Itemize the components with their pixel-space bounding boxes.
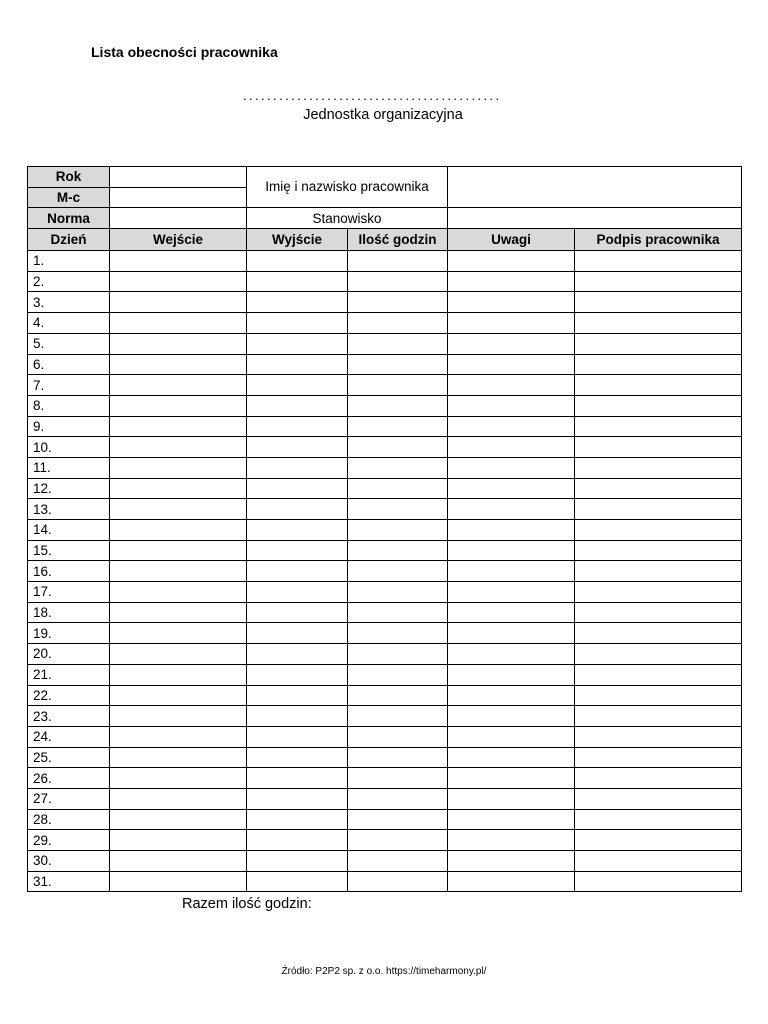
hours-cell[interactable]: [348, 664, 448, 685]
notes-cell[interactable]: [448, 437, 575, 458]
signature-cell[interactable]: [575, 251, 742, 272]
entry-cell[interactable]: [110, 561, 247, 582]
entry-cell[interactable]: [110, 664, 247, 685]
entry-cell[interactable]: [110, 582, 247, 603]
signature-cell[interactable]: [575, 354, 742, 375]
day-number: 27.: [28, 788, 110, 809]
table-row: [28, 561, 742, 582]
entry-cell[interactable]: [110, 602, 247, 623]
hours-cell[interactable]: [348, 788, 448, 809]
table-row: [28, 602, 742, 623]
column-header-row: [28, 229, 742, 251]
day-number: 13.: [28, 499, 110, 520]
month-label: M-c: [28, 187, 110, 208]
col-header-hours: Ilość godzin: [348, 229, 448, 251]
exit-cell[interactable]: [247, 375, 348, 396]
entry-cell[interactable]: [110, 540, 247, 561]
notes-cell[interactable]: [448, 747, 575, 768]
table-row: [28, 437, 742, 458]
day-number: 10.: [28, 437, 110, 458]
hours-cell[interactable]: [348, 375, 448, 396]
entry-cell[interactable]: [110, 354, 247, 375]
exit-cell[interactable]: [247, 520, 348, 541]
exit-cell[interactable]: [247, 582, 348, 603]
total-hours-label: Razem ilość godzin:: [182, 896, 312, 912]
signature-cell[interactable]: [575, 644, 742, 665]
signature-cell[interactable]: [575, 478, 742, 499]
exit-cell[interactable]: [247, 871, 348, 892]
notes-cell[interactable]: [448, 251, 575, 272]
signature-cell[interactable]: [575, 416, 742, 437]
entry-cell[interactable]: [110, 726, 247, 747]
table-row: [28, 333, 742, 354]
hours-cell[interactable]: [348, 313, 448, 334]
entry-cell[interactable]: [110, 623, 247, 644]
exit-cell[interactable]: [247, 747, 348, 768]
hours-cell[interactable]: [348, 333, 448, 354]
notes-cell[interactable]: [448, 664, 575, 685]
table-row: [28, 292, 742, 313]
table-row: [28, 726, 742, 747]
notes-cell[interactable]: [448, 292, 575, 313]
day-number: 25.: [28, 747, 110, 768]
exit-cell[interactable]: [247, 623, 348, 644]
entry-cell[interactable]: [110, 437, 247, 458]
entry-cell[interactable]: [110, 788, 247, 809]
hours-cell[interactable]: [348, 685, 448, 706]
notes-cell[interactable]: [448, 499, 575, 520]
notes-cell[interactable]: [448, 788, 575, 809]
table-row: [28, 706, 742, 727]
table-row: [28, 457, 742, 478]
table-row: [28, 871, 742, 892]
signature-cell[interactable]: [575, 602, 742, 623]
year-row: [28, 167, 742, 188]
hours-cell[interactable]: [348, 561, 448, 582]
signature-cell[interactable]: [575, 788, 742, 809]
day-number: 3.: [28, 292, 110, 313]
day-number: 6.: [28, 354, 110, 375]
exit-cell[interactable]: [247, 540, 348, 561]
hours-cell[interactable]: [348, 768, 448, 789]
exit-cell[interactable]: [247, 706, 348, 727]
hours-cell[interactable]: [348, 582, 448, 603]
entry-cell[interactable]: [110, 809, 247, 830]
entry-cell[interactable]: [110, 851, 247, 872]
norm-label: Norma: [28, 208, 110, 229]
month-field[interactable]: [110, 187, 247, 208]
notes-cell[interactable]: [448, 623, 575, 644]
exit-cell[interactable]: [247, 354, 348, 375]
signature-cell[interactable]: [575, 395, 742, 416]
notes-cell[interactable]: [448, 540, 575, 561]
hours-cell[interactable]: [348, 354, 448, 375]
hours-cell[interactable]: [348, 747, 448, 768]
table-row: [28, 540, 742, 561]
day-number: 26.: [28, 768, 110, 789]
hours-cell[interactable]: [348, 851, 448, 872]
notes-cell[interactable]: [448, 582, 575, 603]
signature-cell[interactable]: [575, 809, 742, 830]
unit-label: Jednostka organizacyjna: [303, 107, 463, 123]
exit-cell[interactable]: [247, 271, 348, 292]
entry-cell[interactable]: [110, 520, 247, 541]
entry-cell[interactable]: [110, 747, 247, 768]
notes-cell[interactable]: [448, 478, 575, 499]
day-number: 16.: [28, 561, 110, 582]
signature-cell[interactable]: [575, 333, 742, 354]
entry-cell[interactable]: [110, 478, 247, 499]
exit-cell[interactable]: [247, 333, 348, 354]
exit-cell[interactable]: [247, 830, 348, 851]
employee-name-field[interactable]: [448, 167, 742, 208]
notes-cell[interactable]: [448, 395, 575, 416]
hours-cell[interactable]: [348, 540, 448, 561]
exit-cell[interactable]: [247, 664, 348, 685]
signature-cell[interactable]: [575, 271, 742, 292]
exit-cell[interactable]: [247, 437, 348, 458]
entry-cell[interactable]: [110, 871, 247, 892]
exit-cell[interactable]: [247, 685, 348, 706]
signature-cell[interactable]: [575, 768, 742, 789]
table-row: [28, 416, 742, 437]
entry-cell[interactable]: [110, 333, 247, 354]
hours-cell[interactable]: [348, 623, 448, 644]
hours-cell[interactable]: [348, 809, 448, 830]
entry-cell[interactable]: [110, 395, 247, 416]
signature-cell[interactable]: [575, 871, 742, 892]
entry-cell[interactable]: [110, 706, 247, 727]
notes-cell[interactable]: [448, 685, 575, 706]
notes-cell[interactable]: [448, 375, 575, 396]
source-note: Źródło: P2P2 sp. z o.o. https://timeharmony.pl/: [281, 966, 487, 977]
notes-cell[interactable]: [448, 726, 575, 747]
exit-cell[interactable]: [247, 561, 348, 582]
table-row: [28, 251, 742, 272]
signature-cell[interactable]: [575, 726, 742, 747]
table-row: [28, 582, 742, 603]
hours-cell[interactable]: [348, 395, 448, 416]
entry-cell[interactable]: [110, 830, 247, 851]
entry-cell[interactable]: [110, 499, 247, 520]
exit-cell[interactable]: [247, 788, 348, 809]
hours-cell[interactable]: [348, 602, 448, 623]
notes-cell[interactable]: [448, 271, 575, 292]
signature-cell[interactable]: [575, 520, 742, 541]
signature-cell[interactable]: [575, 706, 742, 727]
entry-cell[interactable]: [110, 292, 247, 313]
day-number: 29.: [28, 830, 110, 851]
hours-cell[interactable]: [348, 499, 448, 520]
table-row: [28, 830, 742, 851]
position-field[interactable]: [448, 208, 742, 229]
hours-cell[interactable]: [348, 416, 448, 437]
table-row: [28, 313, 742, 334]
notes-cell[interactable]: [448, 520, 575, 541]
table-row: [28, 851, 742, 872]
signature-cell[interactable]: [575, 292, 742, 313]
table-row: [28, 520, 742, 541]
signature-cell[interactable]: [575, 437, 742, 458]
signature-cell[interactable]: [575, 375, 742, 396]
notes-cell[interactable]: [448, 871, 575, 892]
exit-cell[interactable]: [247, 809, 348, 830]
signature-cell[interactable]: [575, 664, 742, 685]
col-header-entry: Wejście: [110, 229, 247, 251]
signature-cell[interactable]: [575, 499, 742, 520]
exit-cell[interactable]: [247, 292, 348, 313]
entry-cell[interactable]: [110, 375, 247, 396]
col-header-notes: Uwagi: [448, 229, 575, 251]
exit-cell[interactable]: [247, 478, 348, 499]
table-row: [28, 375, 742, 396]
day-number: 20.: [28, 644, 110, 665]
position-label: Stanowisko: [247, 208, 448, 229]
signature-cell[interactable]: [575, 540, 742, 561]
notes-cell[interactable]: [448, 416, 575, 437]
hours-cell[interactable]: [348, 271, 448, 292]
hours-cell[interactable]: [348, 706, 448, 727]
entry-cell[interactable]: [110, 313, 247, 334]
notes-cell[interactable]: [448, 851, 575, 872]
signature-cell[interactable]: [575, 623, 742, 644]
signature-cell[interactable]: [575, 685, 742, 706]
hours-cell[interactable]: [348, 520, 448, 541]
signature-cell[interactable]: [575, 851, 742, 872]
table-row: [28, 685, 742, 706]
notes-cell[interactable]: [448, 809, 575, 830]
hours-cell[interactable]: [348, 478, 448, 499]
day-number: 17.: [28, 582, 110, 603]
entry-cell[interactable]: [110, 271, 247, 292]
day-number: 30.: [28, 851, 110, 872]
entry-cell[interactable]: [110, 644, 247, 665]
signature-cell[interactable]: [575, 313, 742, 334]
table-row: [28, 788, 742, 809]
day-number: 4.: [28, 313, 110, 334]
norm-field[interactable]: [110, 208, 247, 229]
signature-cell[interactable]: [575, 457, 742, 478]
table-row: [28, 809, 742, 830]
entry-cell[interactable]: [110, 685, 247, 706]
signature-cell[interactable]: [575, 747, 742, 768]
notes-cell[interactable]: [448, 768, 575, 789]
hours-cell[interactable]: [348, 457, 448, 478]
signature-cell[interactable]: [575, 582, 742, 603]
entry-cell[interactable]: [110, 416, 247, 437]
table-row: [28, 768, 742, 789]
hours-cell[interactable]: [348, 871, 448, 892]
day-number: 1.: [28, 251, 110, 272]
day-number: 19.: [28, 623, 110, 644]
hours-cell[interactable]: [348, 726, 448, 747]
day-number: 14.: [28, 520, 110, 541]
exit-cell[interactable]: [247, 768, 348, 789]
exit-cell[interactable]: [247, 726, 348, 747]
table-row: [28, 478, 742, 499]
day-number: 21.: [28, 664, 110, 685]
day-number: 8.: [28, 395, 110, 416]
day-number: 24.: [28, 726, 110, 747]
day-number: 5.: [28, 333, 110, 354]
exit-cell[interactable]: [247, 457, 348, 478]
attendance-table: [27, 166, 742, 892]
day-number: 28.: [28, 809, 110, 830]
entry-cell[interactable]: [110, 251, 247, 272]
notes-cell[interactable]: [448, 457, 575, 478]
day-number: 11.: [28, 457, 110, 478]
hours-cell[interactable]: [348, 644, 448, 665]
employee-name-label: Imię i nazwisko pracownika: [247, 167, 448, 208]
year-field[interactable]: [110, 167, 247, 188]
notes-cell[interactable]: [448, 706, 575, 727]
day-number: 7.: [28, 375, 110, 396]
hours-cell[interactable]: [348, 251, 448, 272]
day-number: 15.: [28, 540, 110, 561]
exit-cell[interactable]: [247, 313, 348, 334]
table-row: [28, 499, 742, 520]
notes-cell[interactable]: [448, 644, 575, 665]
hours-cell[interactable]: [348, 437, 448, 458]
document-title: Lista obecności pracownika: [91, 44, 278, 60]
unit-fill-line[interactable]: ...........................................: [243, 88, 502, 103]
notes-cell[interactable]: [448, 313, 575, 334]
day-number: 18.: [28, 602, 110, 623]
hours-cell[interactable]: [348, 292, 448, 313]
exit-cell[interactable]: [247, 395, 348, 416]
col-header-signature: Podpis pracownika: [575, 229, 742, 251]
year-label: Rok: [28, 167, 110, 188]
signature-cell[interactable]: [575, 561, 742, 582]
notes-cell[interactable]: [448, 830, 575, 851]
table-row: [28, 271, 742, 292]
notes-cell[interactable]: [448, 354, 575, 375]
entry-cell[interactable]: [110, 457, 247, 478]
notes-cell[interactable]: [448, 561, 575, 582]
table-row: [28, 664, 742, 685]
day-number: 31.: [28, 871, 110, 892]
signature-cell[interactable]: [575, 830, 742, 851]
notes-cell[interactable]: [448, 602, 575, 623]
exit-cell[interactable]: [247, 416, 348, 437]
day-number: 22.: [28, 685, 110, 706]
entry-cell[interactable]: [110, 768, 247, 789]
col-header-exit: Wyjście: [247, 229, 348, 251]
exit-cell[interactable]: [247, 602, 348, 623]
table-row: [28, 395, 742, 416]
norm-row: [28, 208, 742, 229]
exit-cell[interactable]: [247, 851, 348, 872]
table-row: [28, 747, 742, 768]
day-number: 23.: [28, 706, 110, 727]
col-header-day: Dzień: [28, 229, 110, 251]
day-number: 12.: [28, 478, 110, 499]
exit-cell[interactable]: [247, 644, 348, 665]
day-number: 9.: [28, 416, 110, 437]
day-number: 2.: [28, 271, 110, 292]
hours-cell[interactable]: [348, 830, 448, 851]
table-row: [28, 623, 742, 644]
notes-cell[interactable]: [448, 333, 575, 354]
table-row: [28, 644, 742, 665]
exit-cell[interactable]: [247, 499, 348, 520]
exit-cell[interactable]: [247, 251, 348, 272]
table-row: [28, 354, 742, 375]
